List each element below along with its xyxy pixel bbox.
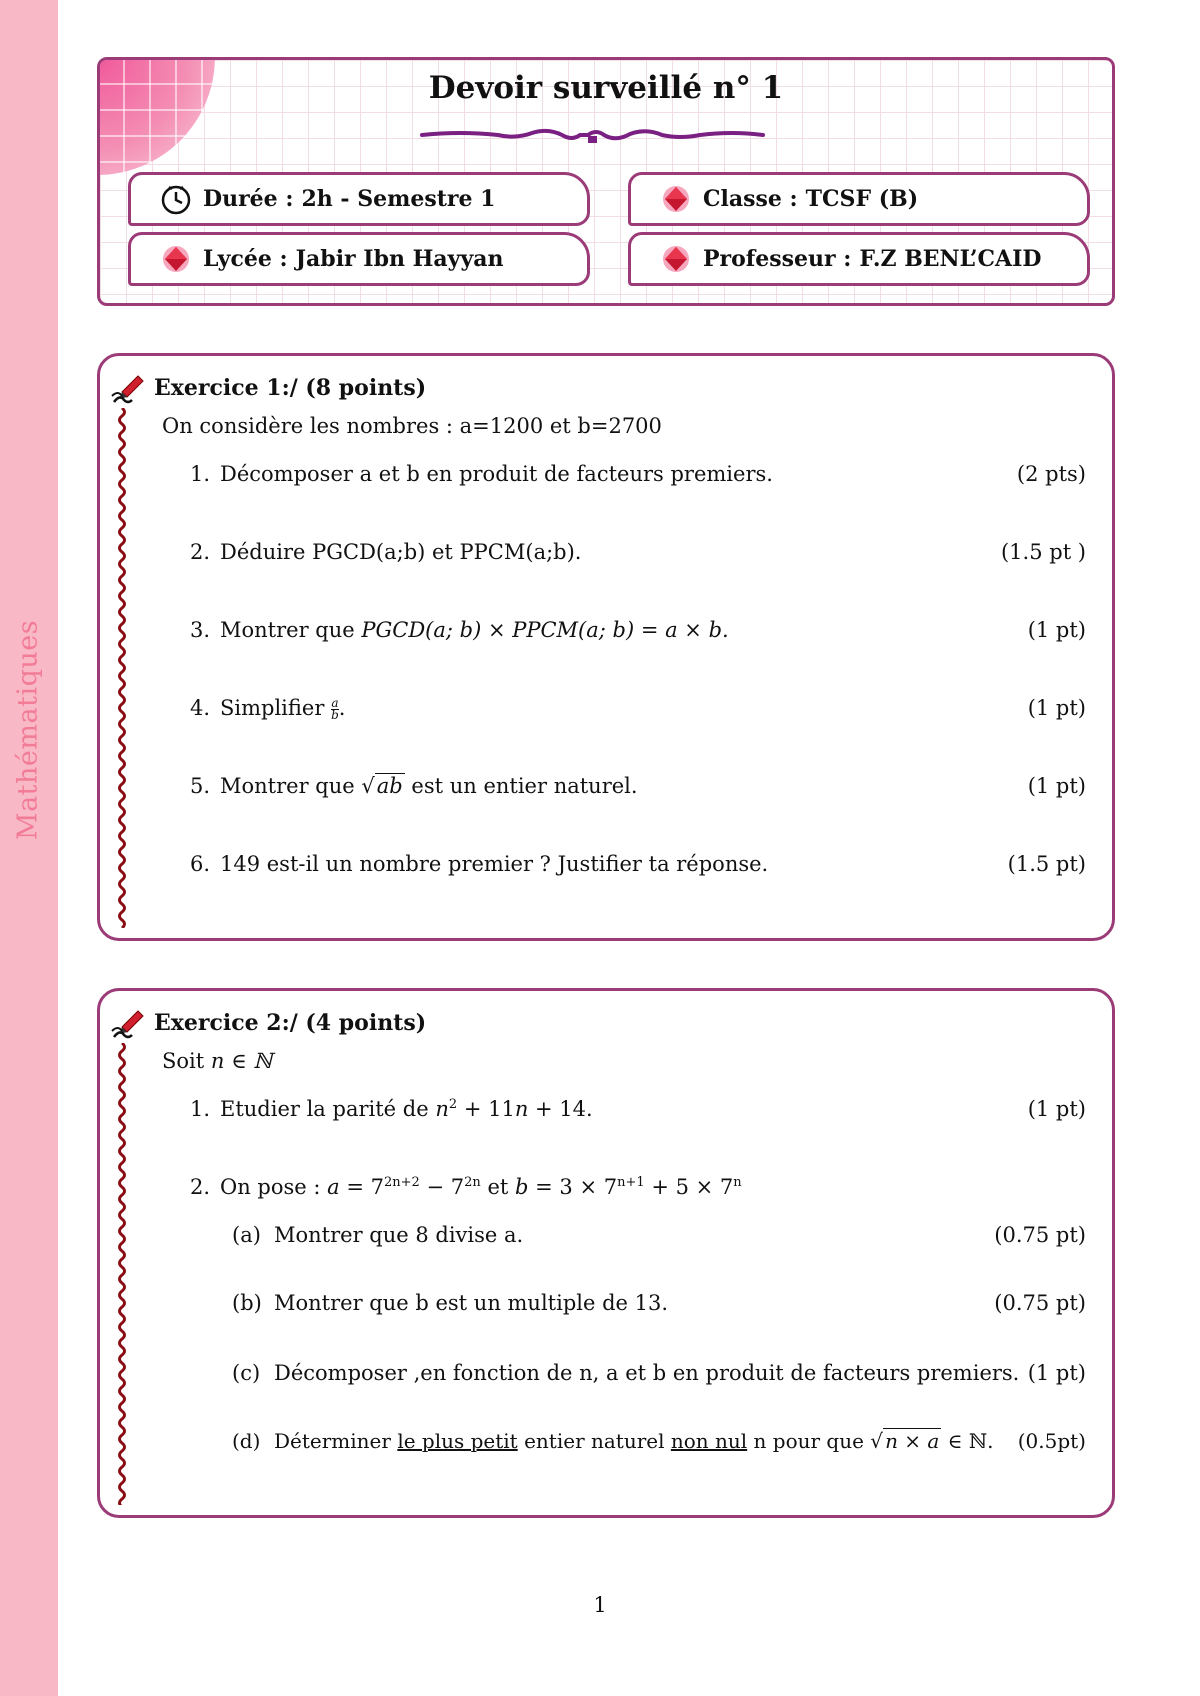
exercise-2-intro: Soit n ∈ ℕ	[162, 1049, 273, 1073]
list-item: (a) Montrer que 8 divise a. (0.75 pt)	[232, 1223, 1086, 1247]
list-item: 4. Simplifier $\frac{a}{b}$ . (1 pt)	[190, 696, 1086, 722]
list-item: 1. Etudier la parité de $n^2 + 11n + 14$. (1 pt)	[190, 1097, 1086, 1121]
professeur-label: Professeur :	[703, 246, 852, 272]
duree-value: 2h - Semestre 1	[301, 186, 496, 212]
list-item: (b) Montrer que b est un multiple de 13. (0.75 pt)	[232, 1291, 1086, 1315]
diamond-icon	[659, 182, 693, 216]
professeur-value: F.Z BENL’CAID	[859, 246, 1042, 272]
exercise-2-heading	[110, 1005, 426, 1041]
side-label: Mathématiques	[12, 619, 44, 841]
pen-icon	[110, 370, 146, 406]
clock-icon	[159, 182, 193, 216]
page-number: 1	[593, 1593, 607, 1617]
classe-tab	[628, 172, 1090, 226]
wavy-line-decoration	[116, 1043, 128, 1505]
exercise-1-box	[97, 353, 1115, 941]
fraction: $\frac{a}{b}$	[331, 696, 339, 722]
lycee-value: Jabir Ibn Hayyan	[295, 246, 504, 272]
list-item: (d) Déterminer le plus petit entier naturel non nul n pour que √ n × a ∈ ℕ. (0.5pt)	[232, 1429, 1086, 1453]
exercise-2-title: Exercice 2:/ (4 points)	[154, 1010, 427, 1036]
header-box	[97, 57, 1115, 306]
exercise-1-intro: On considère les nombres : a=1200 et b=2700	[162, 414, 662, 438]
professeur-tab	[628, 232, 1090, 286]
list-item: 3. Montrer que PGCD(a; b) × PPCM(a; b) = a × b. (1 pt)	[190, 618, 1086, 642]
wavy-line-decoration	[116, 408, 128, 928]
diamond-icon	[659, 242, 693, 276]
exercise-1-heading	[110, 370, 426, 406]
exercise-1-title: Exercice 1:/ (8 points)	[154, 375, 427, 401]
side-band	[0, 0, 58, 1696]
duree-tab	[128, 172, 590, 226]
title-ornament	[420, 126, 765, 144]
duree-label: Durée :	[203, 186, 294, 212]
list-item: 5. Montrer que √ab est un entier naturel. (1 pt)	[190, 774, 1086, 798]
list-item: 1. Décomposer a et b en produit de facteurs premiers. (2 pts)	[190, 462, 1086, 486]
page-title: Devoir surveillé n° 1	[428, 70, 784, 106]
list-item: (c) Décomposer ,en fonction de n, a et b en produit de facteurs premiers. (1 pt)	[232, 1361, 1086, 1385]
diamond-icon	[159, 242, 193, 276]
classe-value: TCSF (B)	[805, 186, 919, 212]
list-item: 2. Déduire PGCD(a;b) et PPCM(a;b). (1.5 pt )	[190, 540, 1086, 564]
lycee-label: Lycée :	[203, 246, 288, 272]
lycee-tab	[128, 232, 590, 286]
list-item: 6. 149 est-il un nombre premier ? Justifier ta réponse. (1.5 pt)	[190, 852, 1086, 876]
pen-icon	[110, 1005, 146, 1041]
list-item: 2. On pose : $a = 7^{2n+2} - 7^{2n}$ et $b = 3 \times 7^{n+1} + 5 \times 7^n$	[190, 1175, 742, 1199]
exercise-2-box	[97, 988, 1115, 1518]
classe-label: Classe :	[703, 186, 798, 212]
